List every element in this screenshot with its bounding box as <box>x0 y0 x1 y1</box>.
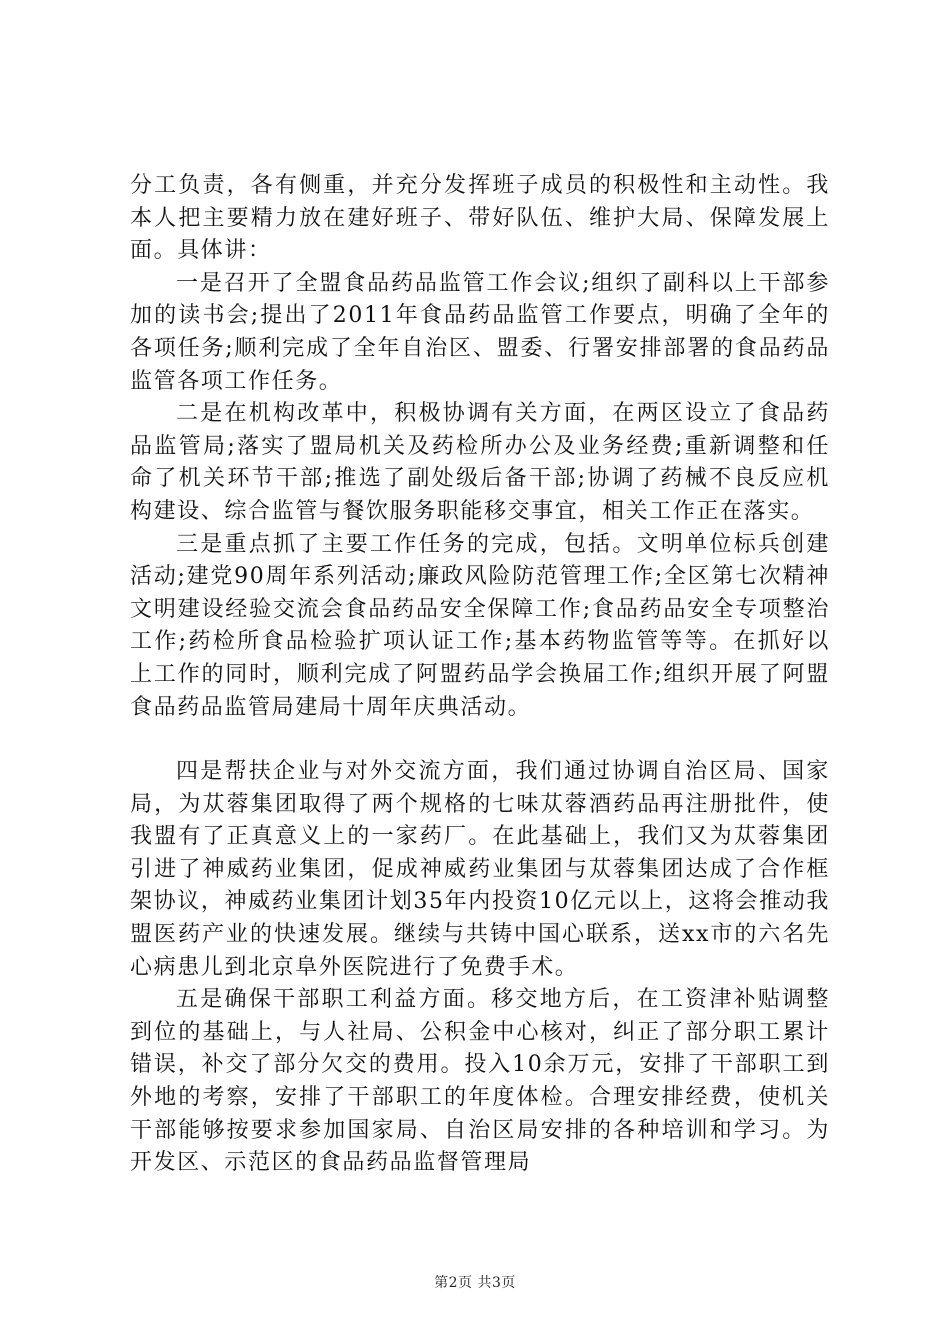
page-number-footer: 第2页 共3页 <box>434 1275 516 1291</box>
paragraph-item-5: 五是确保干部职工利益方面。移交地方后，在工资津补贴调整到位的基础上，与人社局、公积金中心核对，纠正了部分职工累计错误，补交了部分欠交的费用。投入10余万元，安排了干部职工到外地的考察，安排了干部职工的年度体检。合理安排经费，使机关干部能够按要求参加国家局、自治区局安排的各种培训和学习。为开发区、示范区的食品药品监督管理局 <box>130 987 830 1176</box>
document-body <box>130 170 830 1180</box>
paragraph-item-4: 四是帮扶企业与对外交流方面，我们通过协调自治区局、国家局，为苁蓉集团取得了两个规格的七味苁蓉酒药品再注册批件，使我盟有了正真意义上的一家药厂。在此基础上，我们又为苁蓉集团引进了神威药业集团，促成神威药业集团与苁蓉集团达成了合作框架协议，神威药业集团计划35年内投资10亿元以上，这将会推动我盟医药产业的快速发展。继续与共铸中国心联系，送xx市的六名先心病患儿到北京阜外医院进行了免费手术。 <box>130 759 830 980</box>
paragraph-item-3: 三是重点抓了主要工作任务的完成，包括。文明单位标兵创建活动;建党90周年系列活动;廉政风险防范管理工作;全区第七次精神文明建设经验交流会食品药品安全保障工作;食品药品安全专项整治工作;药检所食品检验扩项认证工作;基本药物监管等等。在抓好以上工作的同时，顺利完成了阿盟药品学会换届工作;组织开展了阿盟食品药品监管局建局十周年庆典活动。 <box>130 531 830 720</box>
paragraph-item-2: 二是在机构改革中，积极协调有关方面，在两区设立了食品药品监管局;落实了盟局机关及药检所办公及业务经费;重新调整和任命了机关环节干部;推选了副处级后备干部;协调了药械不良反应机构建设、综合监管与餐饮服务职能移交事宜，相关工作正在落实。 <box>130 401 830 524</box>
paragraph-item-1: 一是召开了全盟食品药品监管工作会议;组织了副科以上干部参加的读书会;提出了2011年食品药品监管工作要点，明确了全年的各项任务;顺利完成了全年自治区、盟委、行署安排部署的食品药品监管各项工作任务。 <box>130 270 830 394</box>
paragraph-intro-continuation: 分工负责，各有侧重，并充分发挥班子成员的积极性和主动性。我本人把主要精力放在建好班子、带好队伍、维护大局、保障发展上面。具体讲： <box>130 173 830 264</box>
